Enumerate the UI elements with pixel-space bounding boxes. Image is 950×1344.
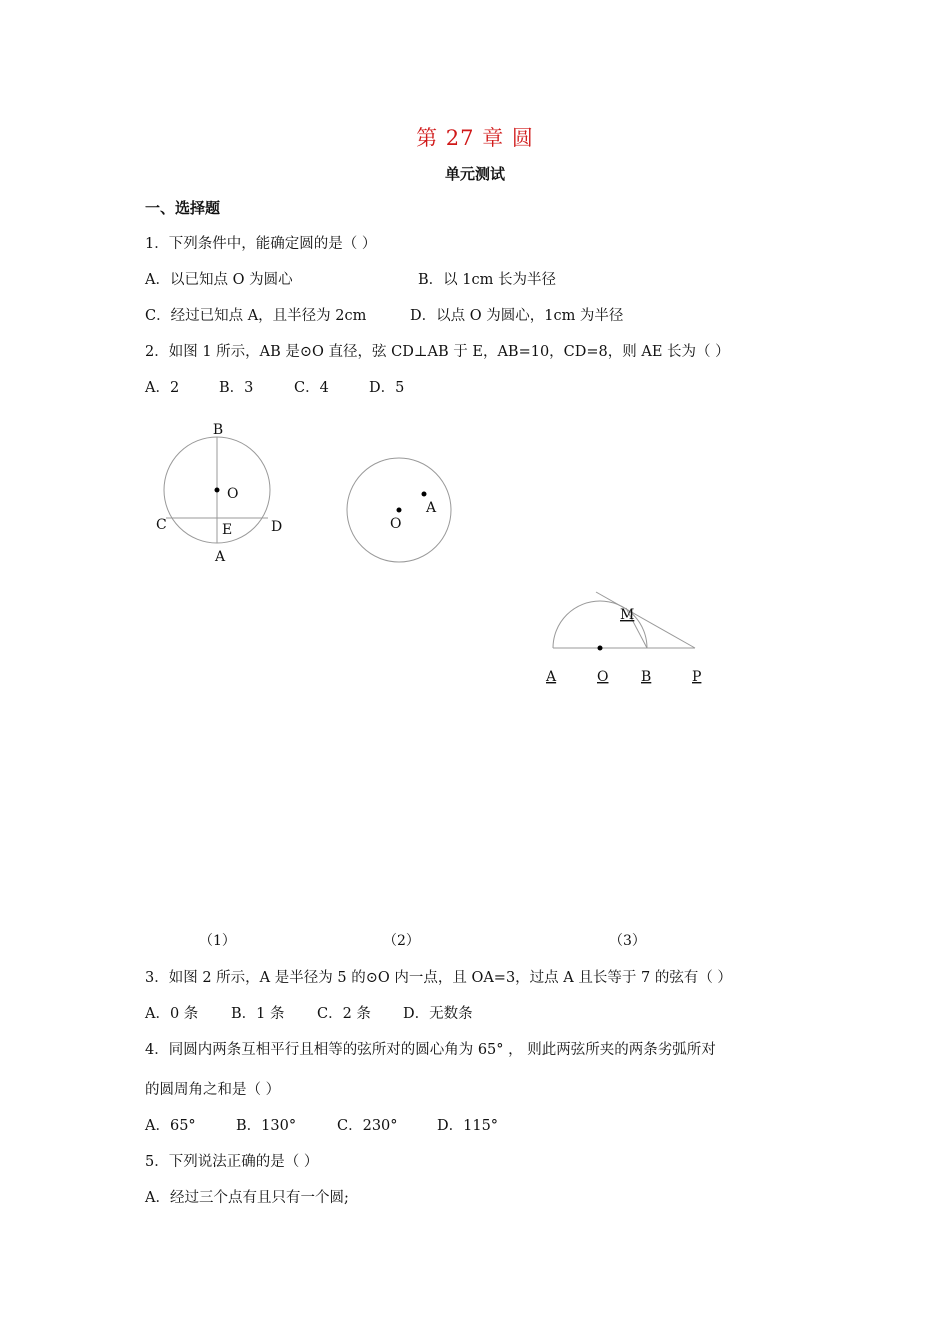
q1-option-a: A．以已知点 O 为圆心: [145, 272, 293, 288]
q2-option-b: B．3: [219, 380, 254, 396]
fig1-label-b: B: [212, 422, 224, 438]
fig3-label-a: A: [546, 669, 557, 685]
q3-stem: 3．如图 2 所示，A 是半径为 5 的⊙O 内一点，且 OA=3，过点 A 且长等于 7 的弦有（ ）: [145, 970, 732, 986]
q3-option-b: B．1 条: [231, 1006, 285, 1022]
page-subtitle: 单元测试: [444, 165, 505, 183]
q1-option-d: D．以点 O 为圆心，1cm 为半径: [410, 308, 624, 324]
q2-option-d: D．5: [369, 380, 405, 396]
fig2-label-a: A: [426, 500, 437, 516]
fig3-label-p: P: [692, 669, 702, 685]
fig3-label-o: O: [597, 669, 609, 685]
q3-option-c: C．2 条: [317, 1006, 371, 1022]
section-heading: 一、选择题: [145, 199, 221, 217]
q5-option-a: A．经过三个点有且只有一个圆;: [145, 1190, 349, 1206]
fig3-secant-pm: [596, 592, 695, 648]
q1-option-c: C．经过已知点 A，且半径为 2cm: [145, 308, 367, 324]
q2-stem: 2．如图 1 所示，AB 是⊙O 直径，弦 CD⊥AB 于 E，AB=10，CD=8，则 AE 长为（ ）: [145, 344, 730, 360]
q4-stem-line1: 4．同圆内两条互相平行且相等的弦所对的圆心角为 65° ， 则此两弦所夹的两条劣弧所对: [145, 1042, 716, 1058]
q1-option-b: B．以 1cm 长为半径: [418, 272, 556, 288]
fig3-center-dot: [598, 646, 603, 651]
q1-stem: 1．下列条件中，能确定圆的是（ ）: [145, 236, 377, 252]
figure-1: [156, 422, 282, 565]
fig1-label-d: D: [271, 519, 283, 535]
q2-option-c: C．4: [294, 380, 329, 396]
q4-stem-line2: 的圆周角之和是（ ）: [145, 1082, 281, 1098]
q4-option-d: D．115°: [437, 1118, 499, 1134]
figure-2: [347, 458, 451, 562]
q3-option-d: D．无数条: [403, 1006, 473, 1022]
fig2-label-o: O: [390, 516, 402, 532]
fig3-label-b: B: [641, 669, 652, 685]
figure-caption-2: （2）: [383, 933, 420, 949]
fig1-center-dot: [215, 488, 220, 493]
figure-caption-1: （1）: [199, 933, 236, 949]
fig1-label-o: O: [227, 486, 239, 502]
figure-3: [545, 592, 701, 685]
fig2-center-dot: [397, 508, 402, 513]
figure-caption-3: （3）: [609, 933, 646, 949]
fig3-label-m: M: [620, 607, 635, 623]
q4-option-a: A．65°: [145, 1118, 196, 1134]
q4-option-c: C．230°: [337, 1118, 398, 1134]
page-title: 第 27 章 圆: [416, 126, 534, 150]
fig1-label-e: E: [222, 522, 233, 538]
q5-stem: 5．下列说法正确的是（ ）: [145, 1154, 319, 1170]
fig1-label-a: A: [214, 549, 226, 565]
q3-option-a: A．0 条: [145, 1006, 199, 1022]
q4-option-b: B．130°: [236, 1118, 297, 1134]
q2-option-a: A．2: [145, 380, 180, 396]
fig2-point-a-dot: [422, 492, 427, 497]
fig1-label-c: C: [156, 517, 167, 533]
